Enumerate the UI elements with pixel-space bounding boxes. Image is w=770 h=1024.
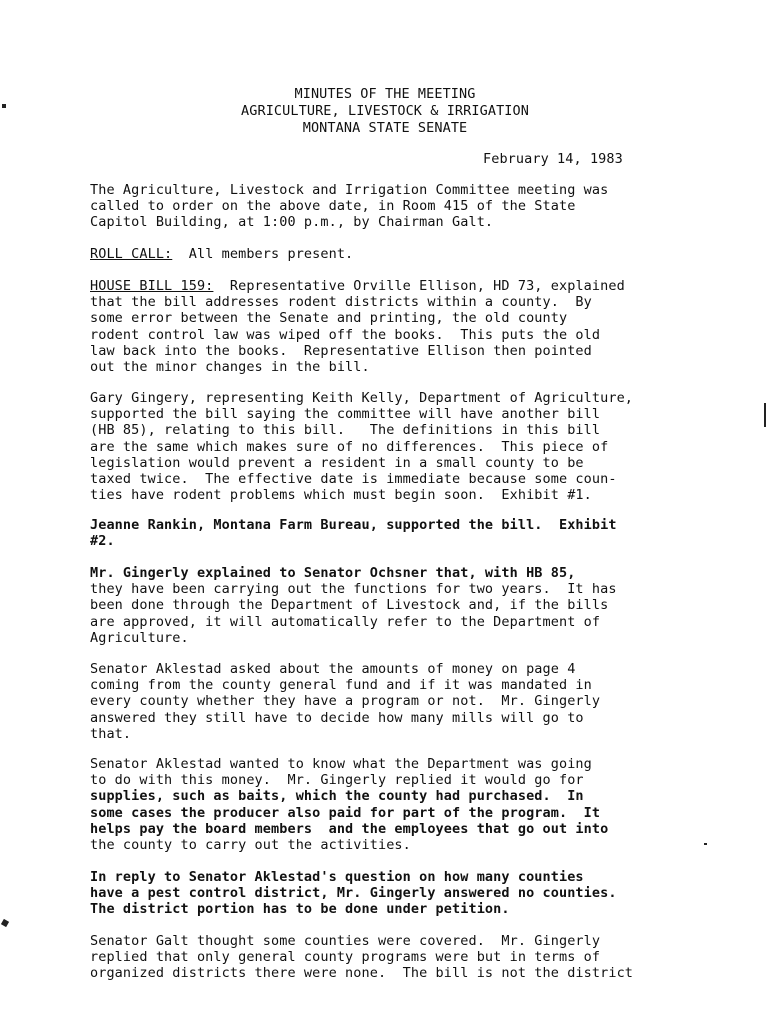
text-line: are approved, it will automatically refer to the Department of bbox=[90, 613, 601, 630]
text-line: rodent control law was wiped off the books. This puts the old bbox=[90, 326, 601, 343]
text-line bbox=[90, 278, 740, 294]
roll-call-paragraph bbox=[90, 246, 740, 262]
roll-call-text: All members present. bbox=[172, 246, 354, 262]
text-line: answered they still have to decide how many mills will go to bbox=[90, 709, 584, 726]
text-line: have a pest control district, Mr. Gingerly answered no counties. bbox=[90, 885, 617, 902]
text-line: Senator Aklestad wanted to know what the Department was going bbox=[90, 756, 592, 772]
text-line: Gary Gingery, representing Keith Kelly, Department of Agriculture, bbox=[90, 390, 634, 406]
text-line: every county whether they have a program or not. Mr. Gingerly bbox=[90, 693, 601, 710]
text-line: supported the bill saying the committee will have another bill bbox=[90, 406, 601, 423]
text-line: replied that only general county programs were but in terms of bbox=[90, 949, 601, 966]
text-line: The district portion has to be done under petition. bbox=[90, 901, 510, 918]
text-line: ties have rodent problems which must begin soon. Exhibit #1. bbox=[90, 487, 592, 504]
house-bill-label: HOUSE BILL 159: bbox=[90, 278, 214, 294]
text-line: Mr. Gingerly explained to Senator Ochsner that, with HB 85, bbox=[90, 565, 576, 581]
rankin-paragraph bbox=[90, 517, 740, 549]
text-line: legislation would prevent a resident in a small county to be bbox=[90, 454, 584, 471]
text-line: Agriculture. bbox=[90, 629, 189, 646]
header-committee: AGRICULTURE, LIVESTOCK & IRRIGATION bbox=[241, 103, 529, 119]
text-line: they have been carrying out the functions for two years. It has bbox=[90, 581, 617, 598]
text-line: (HB 85), relating to this bill. The definitions in this bill bbox=[90, 422, 601, 439]
scan-speck bbox=[1, 919, 9, 927]
text-line: taxed twice. The effective date is immediate because some coun- bbox=[90, 471, 617, 488]
text-line: that the bill addresses rodent districts within a county. By bbox=[90, 294, 592, 311]
text-line: organized districts there were none. The bill is not the district bbox=[90, 965, 634, 982]
text-line: law back into the books. Representative Ellison then pointed bbox=[90, 342, 592, 359]
scan-speck bbox=[704, 843, 707, 845]
text-line bbox=[90, 246, 740, 262]
text-line: the county to carry out the activities. bbox=[90, 837, 411, 854]
header-title: MINUTES OF THE MEETING bbox=[294, 86, 476, 102]
meeting-date: February 14, 1983 bbox=[483, 151, 623, 167]
text-line: coming from the county general fund and if it was mandated in bbox=[90, 677, 592, 694]
gingery-paragraph bbox=[90, 390, 740, 503]
text-line: out the minor changes in the bill. bbox=[90, 359, 370, 376]
text-line: Jeanne Rankin, Montana Farm Bureau, supported the bill. Exhibit bbox=[90, 517, 617, 533]
scan-edge-mark bbox=[764, 403, 766, 427]
text-line: called to order on the above date, in Room 415 of the State bbox=[90, 198, 576, 215]
text-line: Senator Aklestad asked about the amounts of money on page 4 bbox=[90, 661, 576, 677]
text-line: helps pay the board members and the employees that go out into bbox=[90, 820, 609, 837]
scan-speck bbox=[2, 104, 6, 108]
aklestad-money-paragraph bbox=[90, 661, 740, 742]
text-line: Senator Galt thought some counties were covered. Mr. Gingerly bbox=[90, 933, 601, 949]
text-line: supplies, such as baits, which the county had purchased. In bbox=[90, 788, 584, 805]
header-senate: MONTANA STATE SENATE bbox=[302, 120, 468, 136]
galt-paragraph bbox=[90, 933, 740, 982]
text-line: #2. bbox=[90, 533, 115, 550]
text-line: some cases the producer also paid for part of the program. It bbox=[90, 804, 601, 821]
text-line: that. bbox=[90, 725, 132, 742]
text-line: Capitol Building, at 1:00 p.m., by Chairman Galt. bbox=[90, 214, 494, 231]
document-header bbox=[0, 86, 770, 137]
ochsner-paragraph bbox=[90, 565, 740, 646]
text-line: some error between the Senate and printing, the old county bbox=[90, 310, 568, 327]
text-line: The Agriculture, Livestock and Irrigation Committee meeting was bbox=[90, 182, 609, 198]
roll-call-label: ROLL CALL: bbox=[90, 246, 173, 262]
text-line: been done through the Department of Livestock and, if the bills bbox=[90, 597, 609, 614]
text-line: In reply to Senator Aklestad's question on how many counties bbox=[90, 869, 584, 885]
intro-paragraph bbox=[90, 182, 740, 231]
aklestad-department-paragraph bbox=[90, 756, 740, 853]
text-line: are the same which makes sure of no differences. This piece of bbox=[90, 438, 609, 455]
house-bill-first-line: Representative Orville Ellison, HD 73, explained bbox=[213, 278, 625, 294]
aklestad-district-paragraph bbox=[90, 869, 740, 918]
house-bill-paragraph bbox=[90, 278, 740, 375]
text-line: to do with this money. Mr. Gingerly replied it would go for bbox=[90, 772, 584, 789]
